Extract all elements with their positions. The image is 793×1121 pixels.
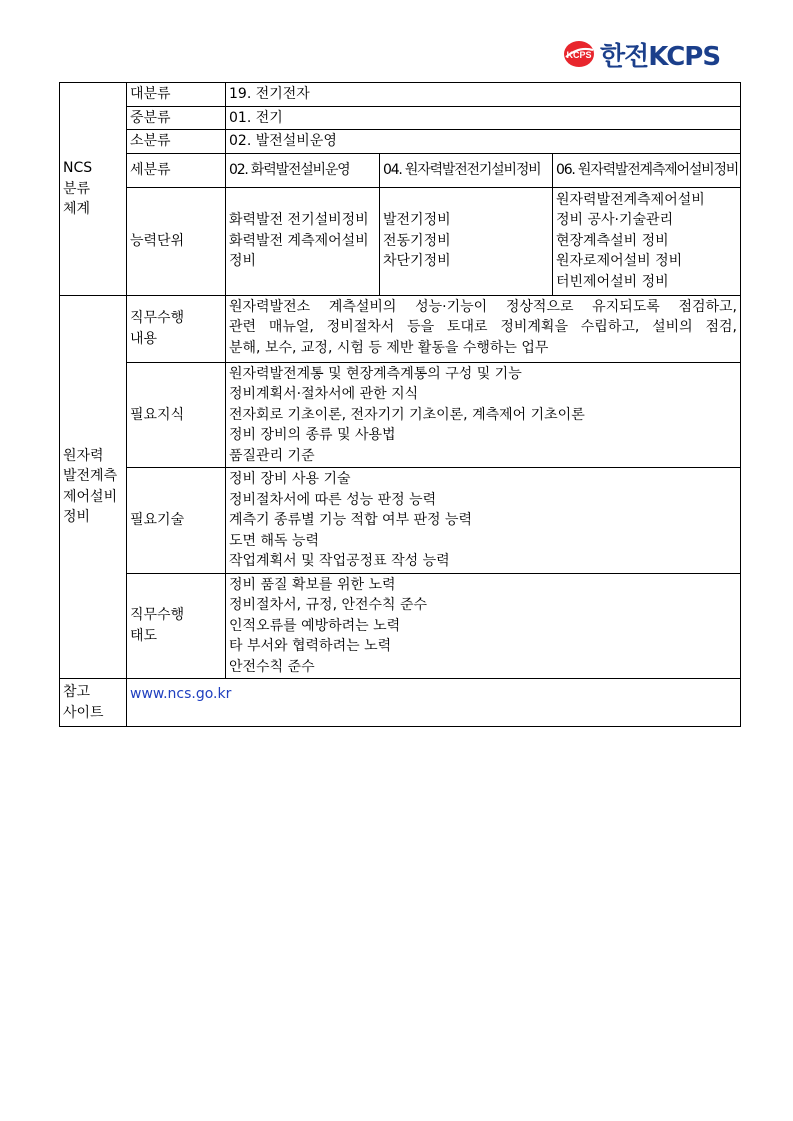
- ncs-site-link[interactable]: www.ncs.go.kr: [130, 686, 232, 702]
- job-content-label: 직무수행 내용: [127, 295, 226, 362]
- major-category-value: 19. 전기전자: [226, 83, 741, 107]
- detail-category-label: 세분류: [127, 153, 226, 187]
- job-attitude-label: 직무수행 태도: [127, 573, 226, 679]
- kcps-logo: [563, 38, 741, 70]
- ability-unit-col-2: 발전기정비 전동기정비 차단기정비: [380, 187, 553, 295]
- ncs-job-table: [59, 82, 741, 727]
- logo-badge: KCPS: [566, 50, 592, 60]
- ncs-classification-header: NCS 분류 체계: [60, 83, 127, 296]
- required-knowledge-text: 원자력발전계통 및 현장계측계통의 구성 및 기능 정비계획서·절차서에 관한 지식 전자회로 기초이론, 전자기기 기초이론, 계측제어 기초이론 정비 장비의 종류 및 사용법 품질관리 기준: [226, 362, 741, 468]
- logo-text: 한전KCPS: [600, 42, 721, 70]
- detail-category-value-3: 06. 원자력발전계측제어설비정비: [553, 153, 741, 187]
- major-category-label: 대분류: [127, 83, 226, 107]
- required-skill-label: 필요기술: [127, 468, 226, 574]
- minor-category-label: 소분류: [127, 130, 226, 154]
- ability-unit-col-3: 원자력발전계측제어설비 정비 공사·기술관리 현장계측설비 정비 원자로제어설비 정비 터빈제어설비 정비: [553, 187, 741, 295]
- minor-category-value: 02. 발전설비운영: [226, 130, 741, 154]
- middle-category-label: 중분류: [127, 106, 226, 130]
- detail-category-value-1: 02. 화력발전설비운영: [226, 153, 380, 187]
- reference-site-label: 참고 사이트: [60, 679, 127, 727]
- ability-unit-col-1: 화력발전 전기설비정비 화력발전 계측제어설비 정비: [226, 187, 380, 295]
- middle-category-value: 01. 전기: [226, 106, 741, 130]
- job-header: 원자력 발전계측 제어설비 정비: [60, 295, 127, 679]
- job-attitude-text: 정비 품질 확보를 위한 노력 정비절차서, 규정, 안전수칙 준수 인적오류를 예방하려는 노력 타 부서와 협력하려는 노력 안전수칙 준수: [226, 573, 741, 679]
- detail-category-value-2: 04. 원자력발전전기설비정비: [380, 153, 553, 187]
- ability-unit-label: 능력단위: [127, 187, 226, 295]
- required-knowledge-label: 필요지식: [127, 362, 226, 468]
- reference-site-cell: [127, 679, 741, 727]
- required-skill-text: 정비 장비 사용 기술 정비절차서에 따른 성능 판정 능력 계측기 종류별 기능 적합 여부 판정 능력 도면 해독 능력 작업계획서 및 작업공정표 작성 능력: [226, 468, 741, 574]
- job-content-text: 원자력발전소 계측설비의 성능·기능이 정상적으로 유지되도록 점검하고, 관련 매뉴얼, 정비절차서 등을 토대로 정비계획을 수립하고, 설비의 점검, 분해, 보수, 교정, 시험 등 제반 활동을 수행하는 업무: [226, 295, 741, 362]
